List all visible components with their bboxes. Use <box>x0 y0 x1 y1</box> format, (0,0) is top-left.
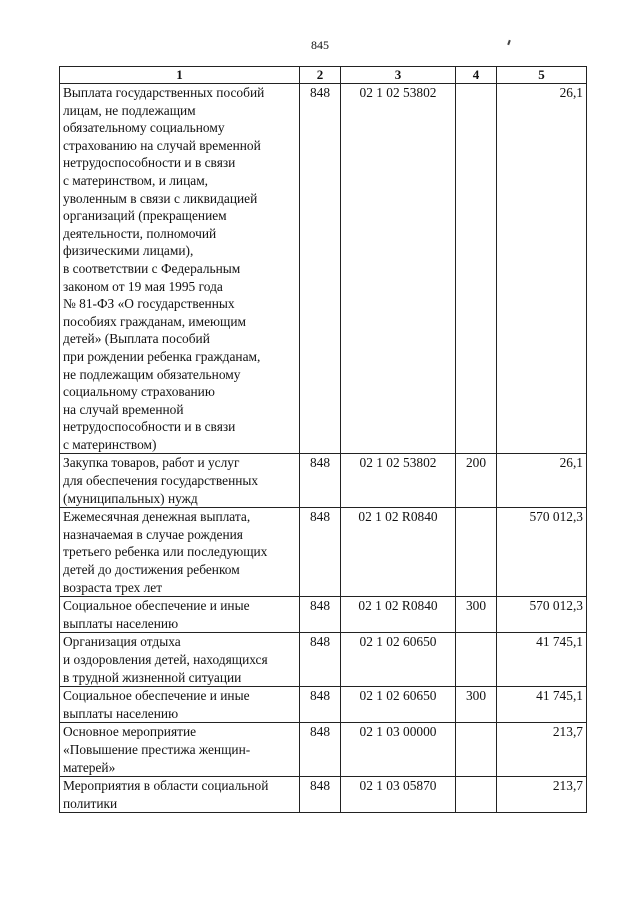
header-col-1: 1 <box>60 67 300 84</box>
table-row <box>60 687 587 723</box>
row-expense-type <box>456 633 497 687</box>
row-name: Социальное обеспечение и иные выплаты населению <box>60 597 300 633</box>
header-col-3: 3 <box>341 67 456 84</box>
row-expense-type <box>456 508 497 597</box>
row-code: 848 <box>300 597 341 633</box>
row-expense-type: 300 <box>456 687 497 723</box>
row-name: Основное мероприятие «Повышение престижа женщин- матерей» <box>60 723 300 777</box>
table-row <box>60 454 587 508</box>
row-target-code: 02 1 02 R0840 <box>341 508 456 597</box>
row-sum: 41 745,1 <box>497 687 587 723</box>
header-col-5: 5 <box>497 67 587 84</box>
row-expense-type: 300 <box>456 597 497 633</box>
row-target-code: 02 1 03 00000 <box>341 723 456 777</box>
row-target-code: 02 1 02 53802 <box>341 84 456 454</box>
row-code: 848 <box>300 777 341 813</box>
row-code: 848 <box>300 84 341 454</box>
row-code: 848 <box>300 723 341 777</box>
row-code: 848 <box>300 508 341 597</box>
table-row <box>60 508 587 597</box>
row-sum: 570 012,3 <box>497 508 587 597</box>
row-expense-type: 200 <box>456 454 497 508</box>
budget-table <box>59 66 587 813</box>
row-sum: 570 012,3 <box>497 597 587 633</box>
row-sum: 41 745,1 <box>497 633 587 687</box>
row-code: 848 <box>300 687 341 723</box>
row-target-code: 02 1 03 05870 <box>341 777 456 813</box>
row-sum: 213,7 <box>497 723 587 777</box>
row-target-code: 02 1 02 60650 <box>341 633 456 687</box>
row-name: Выплата государственных пособий лицам, не подлежащим обязательному социальному страхованию на случай временной нетрудоспособности и в связи с материнством, и лицам, уволенным в связи с ликвидацией организаций (прекращением деятельности, полномочий физическими лицами), в соответствии с Федеральным законом от 19 мая 1995 года № 81-ФЗ «О государственных пособиях гражданам, имеющим детей» (Выплата пособий при рождении ребенка гражданам, не подлежащим обязательному социальному страхованию на случай временной нетрудоспособности и в связи с материнством) <box>60 84 300 454</box>
row-expense-type <box>456 777 497 813</box>
row-sum: 26,1 <box>497 454 587 508</box>
row-sum: 213,7 <box>497 777 587 813</box>
header-row <box>60 67 587 84</box>
header-col-2: 2 <box>300 67 341 84</box>
row-expense-type <box>456 84 497 454</box>
row-name: Организация отдыха и оздоровления детей, находящихся в трудной жизненной ситуации <box>60 633 300 687</box>
table-row <box>60 777 587 813</box>
row-target-code: 02 1 02 R0840 <box>341 597 456 633</box>
row-name: Мероприятия в области социальной политики <box>60 777 300 813</box>
row-expense-type <box>456 723 497 777</box>
table-row <box>60 633 587 687</box>
table-row <box>60 84 587 454</box>
row-name: Ежемесячная денежная выплата, назначаемая в случае рождения третьего ребенка или последующих детей до достижения ребенком возраста трех лет <box>60 508 300 597</box>
row-name: Закупка товаров, работ и услуг для обеспечения государственных (муниципальных) нужд <box>60 454 300 508</box>
row-code: 848 <box>300 454 341 508</box>
header-col-4: 4 <box>456 67 497 84</box>
row-target-code: 02 1 02 53802 <box>341 454 456 508</box>
row-code: 848 <box>300 633 341 687</box>
row-name: Социальное обеспечение и иные выплаты населению <box>60 687 300 723</box>
table-row <box>60 723 587 777</box>
table-row <box>60 597 587 633</box>
page-number: 845 <box>311 38 329 52</box>
row-target-code: 02 1 02 60650 <box>341 687 456 723</box>
row-sum: 26,1 <box>497 84 587 454</box>
